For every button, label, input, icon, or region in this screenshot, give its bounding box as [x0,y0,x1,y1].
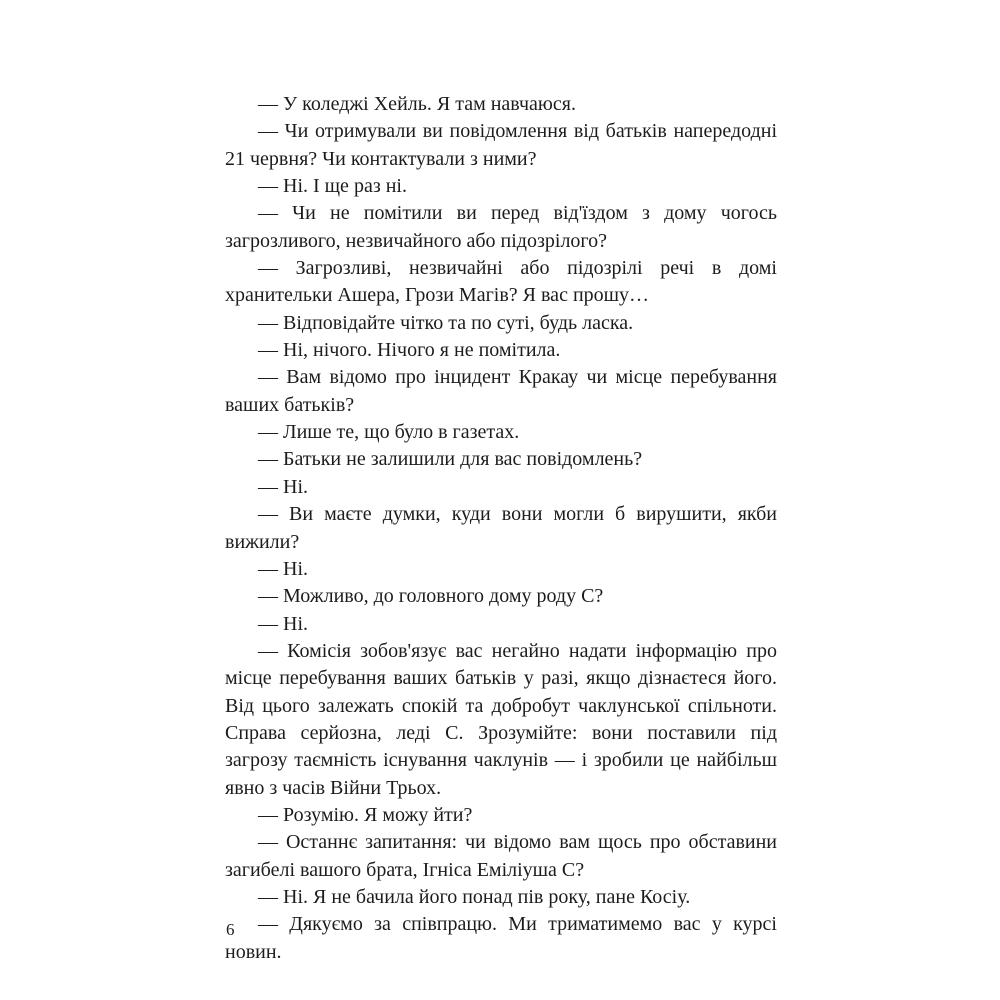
paragraph: — Можливо, до головного дому роду С? [258,585,604,608]
paragraph: — Комісія зобов'язує вас негайно надати інформацію про місце перебування ваших батьків у разі, якщо дізнаєтеся його. Від цього залежать спокій та добробут чаклунської спільноти. Справа серйозна, леді С. Зрозумійте: вони поставили під загрозу таємність існування чаклунів — і зробили це найбільш явно з часів Війни Трьох. [225,639,777,799]
paragraph: — Вам відомо про інцидент Кракау чи місце перебування ваших батьків? [225,366,777,416]
paragraph: — Дякуємо за співпрацю. Ми триматимемо вас у курсі новин. [225,913,777,963]
paragraph: — Ні. [258,475,308,498]
page-body-text [225,91,777,966]
paragraph: — Ні, нічого. Нічого я не помітила. [258,339,561,362]
paragraph: — Розумію. Я можу йти? [258,803,473,826]
paragraph: — Ні. Я не бачила його понад пів року, пане Косіу. [258,885,691,908]
paragraph: — Лише те, що було в газетах. [258,421,520,444]
paragraph: — Відповідайте чітко та по суті, будь ласка. [258,311,634,334]
paragraph: — Ні. [258,557,308,580]
paragraph: — Ні. [258,612,308,635]
paragraph: — Чи не помітили ви перед від'їздом з дому чогось загрозливого, незвичайного або підозрілого? [225,202,777,252]
paragraph: — У коледжі Хейль. Я там навчаюся. [258,93,576,115]
paragraph: — Загрозливі, незвичайні або підозрілі речі в домі хранительки Ашера, Грози Магів? Я вас прошу… [225,257,777,307]
paragraph: — Ні. І ще раз ні. [258,175,407,198]
paragraph: — Ви маєте думки, куди вони могли б вирушити, якби вижили? [225,503,777,553]
paragraph: — Батьки не залишили для вас повідомлень? [258,448,643,471]
paragraph: — Чи отримували ви повідомлення від батьків напередодні 21 червня? Чи контактували з ними? [225,120,777,170]
page-number: 6 [226,920,235,939]
paragraph: — Останнє запитання: чи відомо вам щось про обставини загибелі вашого брата, Ігніса Еміліуша С? [225,831,777,881]
